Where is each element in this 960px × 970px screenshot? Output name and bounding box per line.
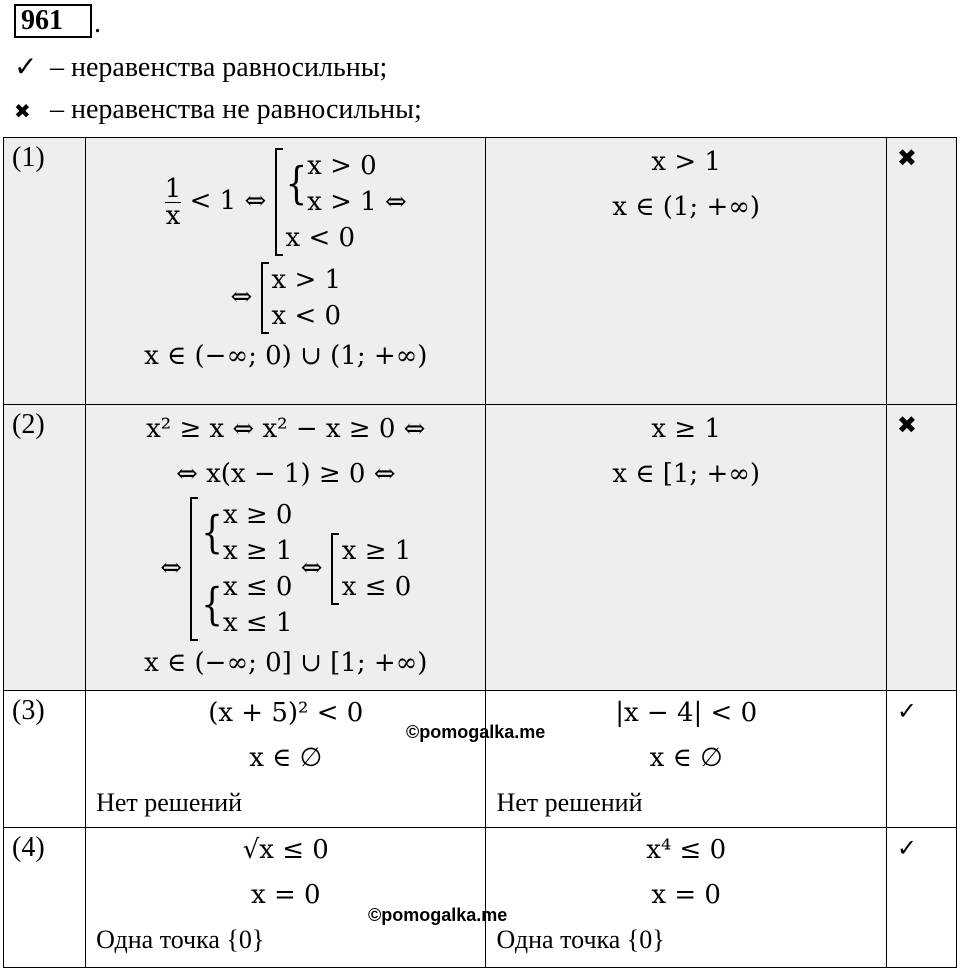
fraction: $\frac{1}{x}$ xyxy=(164,173,182,231)
table-row xyxy=(4,691,957,828)
result: x ∈ (−∞; 0) ∪ (1; +∞) xyxy=(144,341,428,371)
left-solution: $\frac{1}{x}$ < 1 ⇔ { x > 0 x > 1 ⇔ x < 0 ⇔ x > 1 x < 0 x ∈ (−∞; 0) ∪ (1; +∞) xyxy=(86,138,486,405)
cross-icon: ✖ xyxy=(886,405,956,691)
right-solution: x⁴ ≤ 0 x = 0 Одна точка {0} xyxy=(486,828,886,968)
table-row xyxy=(4,405,957,691)
legend-check xyxy=(14,50,387,84)
check-icon: ✓ xyxy=(14,52,38,83)
table-row xyxy=(4,138,957,405)
legend-cross xyxy=(14,94,422,126)
watermark: ©pomogalka.me xyxy=(368,905,508,925)
left-solution: x² ≥ x ⇔ x² − x ≥ 0 ⇔ ⇔ x(x − 1) ≥ 0 ⇔ ⇔ { x ≥ 0 x ≥ 1 { x ≤ 0 x ≤ 1 ⇔ x ≥ 1 x ≤ 0 x ∈ (−∞; 0] ∪ [1; +∞) xyxy=(86,405,486,691)
table-row xyxy=(4,828,957,968)
result: x ∈ (−∞; 0] ∪ [1; +∞) xyxy=(144,648,428,678)
row-label: (3) xyxy=(4,691,86,828)
left-solution: √x ≤ 0 x = 0 Одна точка {0} xyxy=(86,828,486,968)
cross-icon: ✖ xyxy=(886,138,956,405)
right-solution: |x − 4| < 0 x ∈ ∅ Нет решений xyxy=(486,691,886,828)
check-icon: ✓ xyxy=(886,691,956,828)
watermark: ©pomogalka.me xyxy=(406,722,546,742)
left-solution: (x + 5)² < 0 x ∈ ∅ Нет решений xyxy=(86,691,486,828)
cross-icon: ✖ xyxy=(14,101,31,123)
legend-check-text: – неравенства равносильны; xyxy=(50,52,388,83)
check-icon: ✓ xyxy=(886,828,956,968)
exercise-number: 961 xyxy=(14,4,92,38)
row-label: (4) xyxy=(4,828,86,968)
exercise-number-dot: . xyxy=(94,8,101,39)
row-label: (1) xyxy=(4,138,86,405)
row-label: (2) xyxy=(4,405,86,691)
right-solution: x ≥ 1 x ∈ [1; +∞) xyxy=(486,405,886,691)
legend-cross-text: – неравенства не равносильны; xyxy=(50,94,422,125)
right-solution: x > 1 x ∈ (1; +∞) xyxy=(486,138,886,405)
inequalities-table xyxy=(3,137,957,968)
